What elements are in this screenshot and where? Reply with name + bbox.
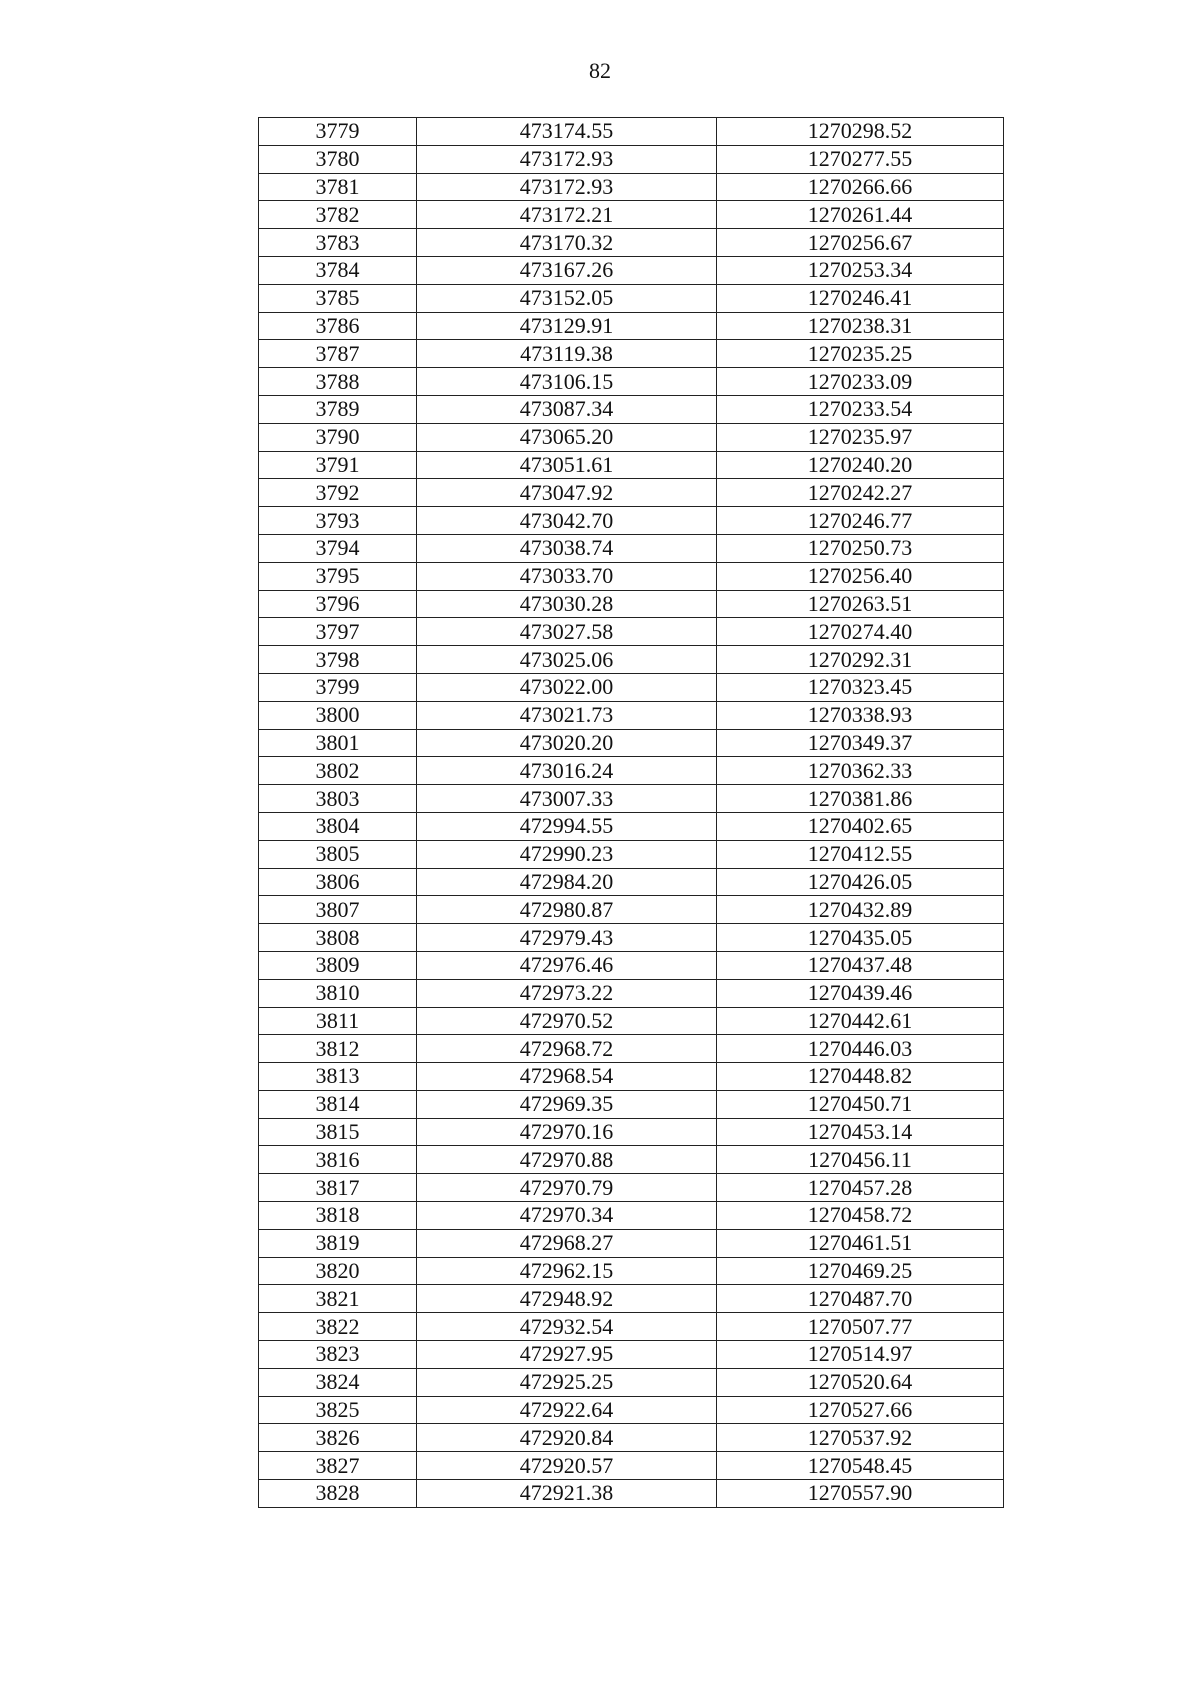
table-row	[259, 618, 1004, 646]
y-coordinate-cell: 1270458.72	[717, 1202, 1004, 1230]
point-number-cell: 3787	[259, 340, 417, 368]
table-row	[259, 368, 1004, 396]
x-coordinate-cell: 472968.72	[417, 1035, 717, 1063]
y-coordinate-cell: 1270456.11	[717, 1146, 1004, 1174]
table-row	[259, 1146, 1004, 1174]
point-number-cell: 3809	[259, 951, 417, 979]
table-row	[259, 1368, 1004, 1396]
y-coordinate-cell: 1270548.45	[717, 1452, 1004, 1480]
point-number-cell: 3791	[259, 451, 417, 479]
table-row	[259, 312, 1004, 340]
table-row	[259, 1007, 1004, 1035]
point-number-cell: 3796	[259, 590, 417, 618]
y-coordinate-cell: 1270261.44	[717, 201, 1004, 229]
y-coordinate-cell: 1270426.05	[717, 868, 1004, 896]
x-coordinate-cell: 473047.92	[417, 479, 717, 507]
table-row	[259, 256, 1004, 284]
point-number-cell: 3810	[259, 979, 417, 1007]
table-row	[259, 1285, 1004, 1313]
point-number-cell: 3820	[259, 1257, 417, 1285]
y-coordinate-cell: 1270256.40	[717, 562, 1004, 590]
x-coordinate-cell: 473065.20	[417, 423, 717, 451]
table-row	[259, 757, 1004, 785]
x-coordinate-cell: 472970.34	[417, 1202, 717, 1230]
x-coordinate-cell: 472925.25	[417, 1368, 717, 1396]
x-coordinate-cell: 473016.24	[417, 757, 717, 785]
y-coordinate-cell: 1270439.46	[717, 979, 1004, 1007]
y-coordinate-cell: 1270461.51	[717, 1229, 1004, 1257]
y-coordinate-cell: 1270487.70	[717, 1285, 1004, 1313]
y-coordinate-cell: 1270235.97	[717, 423, 1004, 451]
y-coordinate-cell: 1270527.66	[717, 1396, 1004, 1424]
table-row	[259, 284, 1004, 312]
y-coordinate-cell: 1270256.67	[717, 229, 1004, 257]
table-row	[259, 924, 1004, 952]
x-coordinate-cell: 472962.15	[417, 1257, 717, 1285]
point-number-cell: 3783	[259, 229, 417, 257]
y-coordinate-cell: 1270507.77	[717, 1313, 1004, 1341]
x-coordinate-cell: 472980.87	[417, 896, 717, 924]
y-coordinate-cell: 1270437.48	[717, 951, 1004, 979]
y-coordinate-cell: 1270277.55	[717, 145, 1004, 173]
point-number-cell: 3788	[259, 368, 417, 396]
point-number-cell: 3821	[259, 1285, 417, 1313]
y-coordinate-cell: 1270381.86	[717, 785, 1004, 813]
table-row	[259, 340, 1004, 368]
x-coordinate-cell: 472968.27	[417, 1229, 717, 1257]
y-coordinate-cell: 1270274.40	[717, 618, 1004, 646]
point-number-cell: 3817	[259, 1174, 417, 1202]
y-coordinate-cell: 1270250.73	[717, 534, 1004, 562]
table-row	[259, 1452, 1004, 1480]
x-coordinate-cell: 472968.54	[417, 1063, 717, 1091]
table-row	[259, 201, 1004, 229]
y-coordinate-cell: 1270238.31	[717, 312, 1004, 340]
y-coordinate-cell: 1270520.64	[717, 1368, 1004, 1396]
y-coordinate-cell: 1270514.97	[717, 1341, 1004, 1369]
x-coordinate-cell: 473025.06	[417, 646, 717, 674]
point-number-cell: 3786	[259, 312, 417, 340]
point-number-cell: 3827	[259, 1452, 417, 1480]
point-number-cell: 3802	[259, 757, 417, 785]
x-coordinate-cell: 472922.64	[417, 1396, 717, 1424]
y-coordinate-cell: 1270253.34	[717, 256, 1004, 284]
y-coordinate-cell: 1270457.28	[717, 1174, 1004, 1202]
x-coordinate-cell: 473022.00	[417, 673, 717, 701]
x-coordinate-cell: 473172.93	[417, 145, 717, 173]
table-row	[259, 673, 1004, 701]
x-coordinate-cell: 472979.43	[417, 924, 717, 952]
table-row	[259, 729, 1004, 757]
table-row	[259, 423, 1004, 451]
x-coordinate-cell: 473038.74	[417, 534, 717, 562]
y-coordinate-cell: 1270469.25	[717, 1257, 1004, 1285]
table-row	[259, 646, 1004, 674]
point-number-cell: 3806	[259, 868, 417, 896]
point-number-cell: 3805	[259, 840, 417, 868]
table-row	[259, 118, 1004, 146]
table-row	[259, 1341, 1004, 1369]
table-row	[259, 479, 1004, 507]
point-number-cell: 3780	[259, 145, 417, 173]
x-coordinate-cell: 472970.52	[417, 1007, 717, 1035]
x-coordinate-cell: 472970.16	[417, 1118, 717, 1146]
point-number-cell: 3824	[259, 1368, 417, 1396]
point-number-cell: 3812	[259, 1035, 417, 1063]
y-coordinate-cell: 1270240.20	[717, 451, 1004, 479]
point-number-cell: 3815	[259, 1118, 417, 1146]
point-number-cell: 3816	[259, 1146, 417, 1174]
table-row	[259, 1396, 1004, 1424]
y-coordinate-cell: 1270453.14	[717, 1118, 1004, 1146]
table-row	[259, 1313, 1004, 1341]
table-row	[259, 1202, 1004, 1230]
x-coordinate-cell: 472948.92	[417, 1285, 717, 1313]
point-number-cell: 3811	[259, 1007, 417, 1035]
point-number-cell: 3808	[259, 924, 417, 952]
x-coordinate-cell: 472921.38	[417, 1480, 717, 1508]
y-coordinate-cell: 1270235.25	[717, 340, 1004, 368]
page-number: 82	[589, 58, 611, 83]
x-coordinate-cell: 473030.28	[417, 590, 717, 618]
point-number-cell: 3789	[259, 395, 417, 423]
point-number-cell: 3794	[259, 534, 417, 562]
point-number-cell: 3803	[259, 785, 417, 813]
table-row	[259, 590, 1004, 618]
table-row	[259, 1063, 1004, 1091]
x-coordinate-cell: 473170.32	[417, 229, 717, 257]
table-row	[259, 1424, 1004, 1452]
x-coordinate-cell: 473051.61	[417, 451, 717, 479]
point-number-cell: 3825	[259, 1396, 417, 1424]
point-number-cell: 3818	[259, 1202, 417, 1230]
table-row	[259, 1090, 1004, 1118]
x-coordinate-cell: 472920.57	[417, 1452, 717, 1480]
x-coordinate-cell: 473007.33	[417, 785, 717, 813]
y-coordinate-cell: 1270362.33	[717, 757, 1004, 785]
point-number-cell: 3790	[259, 423, 417, 451]
y-coordinate-cell: 1270442.61	[717, 1007, 1004, 1035]
y-coordinate-cell: 1270246.41	[717, 284, 1004, 312]
x-coordinate-cell: 472994.55	[417, 812, 717, 840]
x-coordinate-cell: 473129.91	[417, 312, 717, 340]
x-coordinate-cell: 472970.79	[417, 1174, 717, 1202]
point-number-cell: 3792	[259, 479, 417, 507]
table-row	[259, 1257, 1004, 1285]
x-coordinate-cell: 472920.84	[417, 1424, 717, 1452]
x-coordinate-cell: 473021.73	[417, 701, 717, 729]
x-coordinate-cell: 472973.22	[417, 979, 717, 1007]
y-coordinate-cell: 1270246.77	[717, 507, 1004, 535]
point-number-cell: 3785	[259, 284, 417, 312]
y-coordinate-cell: 1270537.92	[717, 1424, 1004, 1452]
y-coordinate-cell: 1270298.52	[717, 118, 1004, 146]
point-number-cell: 3798	[259, 646, 417, 674]
y-coordinate-cell: 1270435.05	[717, 924, 1004, 952]
table-row	[259, 1035, 1004, 1063]
x-coordinate-cell: 473020.20	[417, 729, 717, 757]
table-row	[259, 534, 1004, 562]
y-coordinate-cell: 1270233.54	[717, 395, 1004, 423]
point-number-cell: 3799	[259, 673, 417, 701]
x-coordinate-cell: 473119.38	[417, 340, 717, 368]
coordinate-table-body	[259, 118, 1004, 1508]
point-number-cell: 3826	[259, 1424, 417, 1452]
table-row	[259, 451, 1004, 479]
table-row	[259, 868, 1004, 896]
point-number-cell: 3782	[259, 201, 417, 229]
coordinate-table	[258, 117, 1004, 1508]
x-coordinate-cell: 472932.54	[417, 1313, 717, 1341]
point-number-cell: 3793	[259, 507, 417, 535]
x-coordinate-cell: 472970.88	[417, 1146, 717, 1174]
point-number-cell: 3813	[259, 1063, 417, 1091]
y-coordinate-cell: 1270432.89	[717, 896, 1004, 924]
y-coordinate-cell: 1270557.90	[717, 1480, 1004, 1508]
y-coordinate-cell: 1270292.31	[717, 646, 1004, 674]
point-number-cell: 3804	[259, 812, 417, 840]
y-coordinate-cell: 1270233.09	[717, 368, 1004, 396]
point-number-cell: 3797	[259, 618, 417, 646]
point-number-cell: 3814	[259, 1090, 417, 1118]
x-coordinate-cell: 473172.93	[417, 173, 717, 201]
x-coordinate-cell: 473106.15	[417, 368, 717, 396]
y-coordinate-cell: 1270448.82	[717, 1063, 1004, 1091]
x-coordinate-cell: 473152.05	[417, 284, 717, 312]
x-coordinate-cell: 473172.21	[417, 201, 717, 229]
x-coordinate-cell: 472969.35	[417, 1090, 717, 1118]
x-coordinate-cell: 473087.34	[417, 395, 717, 423]
x-coordinate-cell: 473167.26	[417, 256, 717, 284]
table-row	[259, 785, 1004, 813]
x-coordinate-cell: 472976.46	[417, 951, 717, 979]
y-coordinate-cell: 1270412.55	[717, 840, 1004, 868]
y-coordinate-cell: 1270446.03	[717, 1035, 1004, 1063]
x-coordinate-cell: 473033.70	[417, 562, 717, 590]
point-number-cell: 3823	[259, 1341, 417, 1369]
table-row	[259, 840, 1004, 868]
x-coordinate-cell: 473042.70	[417, 507, 717, 535]
table-row	[259, 507, 1004, 535]
point-number-cell: 3784	[259, 256, 417, 284]
point-number-cell: 3779	[259, 118, 417, 146]
y-coordinate-cell: 1270323.45	[717, 673, 1004, 701]
table-row	[259, 1174, 1004, 1202]
y-coordinate-cell: 1270266.66	[717, 173, 1004, 201]
table-row	[259, 896, 1004, 924]
x-coordinate-cell: 473174.55	[417, 118, 717, 146]
point-number-cell: 3819	[259, 1229, 417, 1257]
table-row	[259, 701, 1004, 729]
y-coordinate-cell: 1270349.37	[717, 729, 1004, 757]
y-coordinate-cell: 1270263.51	[717, 590, 1004, 618]
table-row	[259, 229, 1004, 257]
table-row	[259, 173, 1004, 201]
y-coordinate-cell: 1270338.93	[717, 701, 1004, 729]
point-number-cell: 3781	[259, 173, 417, 201]
y-coordinate-cell: 1270450.71	[717, 1090, 1004, 1118]
point-number-cell: 3807	[259, 896, 417, 924]
table-row	[259, 812, 1004, 840]
point-number-cell: 3800	[259, 701, 417, 729]
table-row	[259, 979, 1004, 1007]
table-row	[259, 1118, 1004, 1146]
table-row	[259, 951, 1004, 979]
table-row	[259, 562, 1004, 590]
x-coordinate-cell: 472984.20	[417, 868, 717, 896]
y-coordinate-cell: 1270242.27	[717, 479, 1004, 507]
table-row	[259, 145, 1004, 173]
x-coordinate-cell: 472927.95	[417, 1341, 717, 1369]
point-number-cell: 3801	[259, 729, 417, 757]
x-coordinate-cell: 473027.58	[417, 618, 717, 646]
x-coordinate-cell: 472990.23	[417, 840, 717, 868]
table-row	[259, 1480, 1004, 1508]
table-row	[259, 1229, 1004, 1257]
y-coordinate-cell: 1270402.65	[717, 812, 1004, 840]
point-number-cell: 3828	[259, 1480, 417, 1508]
point-number-cell: 3822	[259, 1313, 417, 1341]
point-number-cell: 3795	[259, 562, 417, 590]
table-row	[259, 395, 1004, 423]
